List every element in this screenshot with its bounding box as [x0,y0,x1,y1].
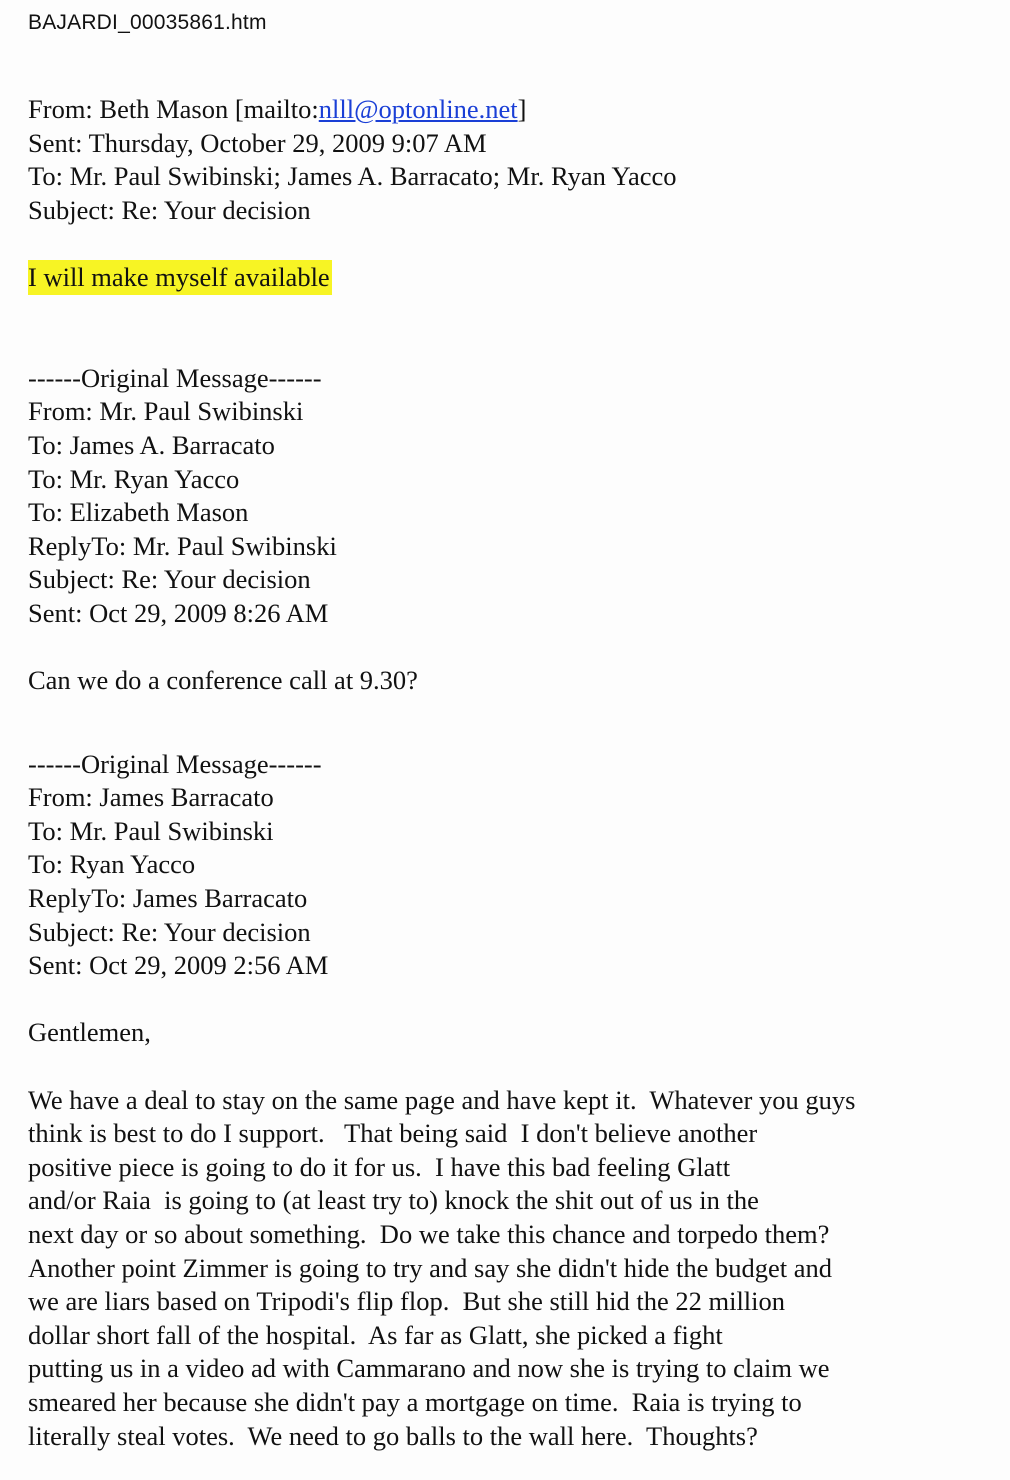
message3-body-line: We have a deal to stay on the same page and have kept it. Whatever you guys [28,1084,856,1115]
message3-body-line: putting us in a video ad with Cammarano and now she is trying to claim we [28,1353,830,1384]
message3-body-line: literally steal votes. We need to go balls to the wall here. Thoughts? [28,1420,758,1451]
file-name: BAJARDI_00035861.htm [28,11,267,34]
message3-sent: Sent: Oct 29, 2009 2:56 AM [28,950,329,981]
email-document [28,93,988,1453]
message3-body-line: positive piece is going to do it for us. I have this bad feeling Glatt [28,1151,731,1182]
message3-body-line: and/or Raia is going to (at least try to) knock the shit out of us in the [28,1185,759,1216]
top-subject-line: Subject: Re: Your decision [28,194,311,225]
top-to-line: To: Mr. Paul Swibinski; James A. Barracato; Mr. Ryan Yacco [28,161,677,192]
top-from-line [28,93,988,127]
sender-email-link[interactable]: nlll@optonline.net [318,94,518,124]
message2-sent: Sent: Oct 29, 2009 8:26 AM [28,597,329,628]
message3-separator: ------Original Message------ [28,748,322,779]
message3-body-line: Another point Zimmer is going to try and say she didn't hide the budget and [28,1252,833,1283]
message3-to-2: To: Ryan Yacco [28,849,196,880]
message3-subject: Subject: Re: Your decision [28,916,311,947]
top-from-close: ] [517,94,527,124]
message3-body-line: smeared her because she didn't pay a mortgage on time. Raia is trying to [28,1386,802,1417]
top-body-line [28,261,988,295]
message3-reply-to: ReplyTo: James Barracato [28,883,308,914]
message2-to-3: To: Elizabeth Mason [28,497,249,528]
message3-body-line: think is best to do I support. That being said I don't believe another [28,1118,758,1149]
message3-body-line: next day or so about something. Do we take this chance and torpedo them? [28,1219,830,1249]
message2-subject: Subject: Re: Your decision [28,564,311,595]
message2-reply-to: ReplyTo: Mr. Paul Swibinski [28,530,337,561]
message3-body-line: dollar short fall of the hospital. As far as Glatt, she picked a fight [28,1319,723,1350]
message2-to-1: To: James A. Barracato [28,429,275,460]
message3-body-line: we are liars based on Tripodi's flip flop. But she still hid the 22 million [28,1286,786,1317]
message3-greeting: Gentlemen, [28,1017,151,1048]
highlighted-reply: I will make myself available [28,260,332,295]
message2-from: From: Mr. Paul Swibinski [28,396,304,427]
message3-to-1: To: Mr. Paul Swibinski [28,815,274,846]
top-sent-line: Sent: Thursday, October 29, 2009 9:07 AM [28,127,487,158]
message2-separator: ------Original Message------ [28,362,322,393]
message3-from: From: James Barracato [28,782,274,813]
message2-body: Can we do a conference call at 9.30? [28,665,418,696]
top-from-label: From: Beth Mason [mailto: [28,94,319,124]
message2-to-2: To: Mr. Ryan Yacco [28,463,240,494]
